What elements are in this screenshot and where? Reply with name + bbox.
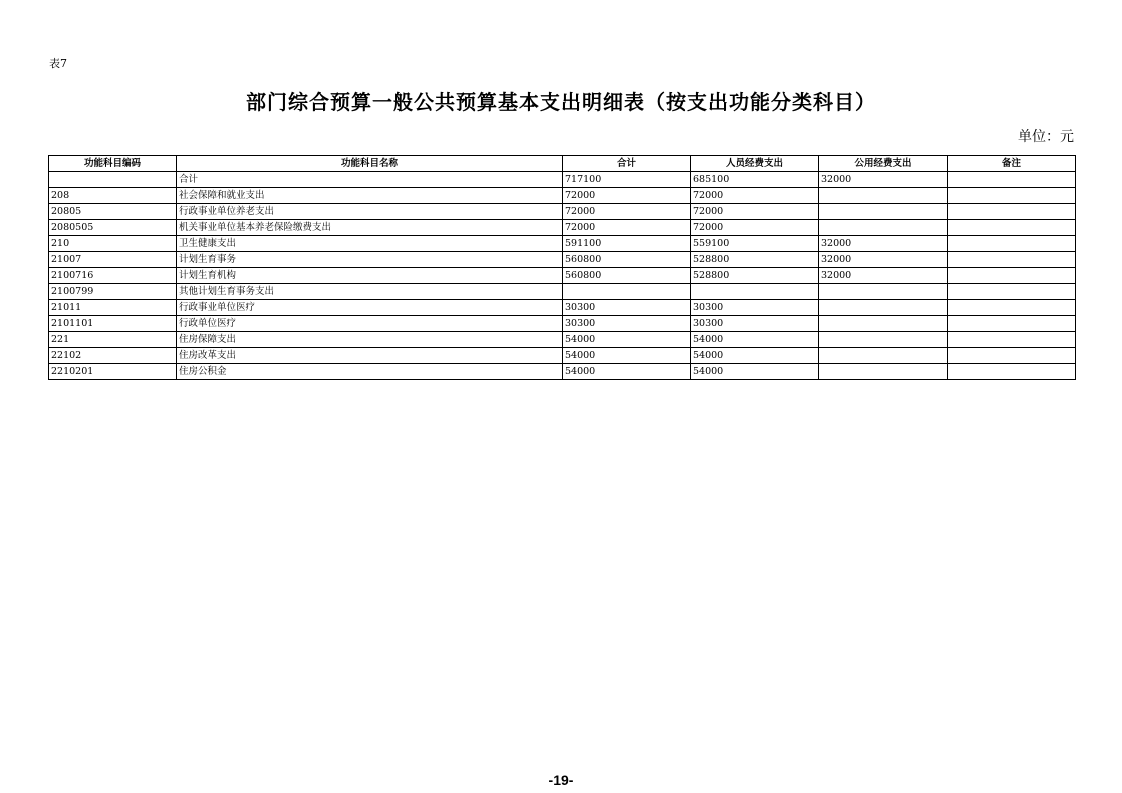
header-name: 功能科目名称 [177,156,563,172]
cell-public [819,332,948,348]
cell-public [819,348,948,364]
header-personnel: 人员经费支出 [691,156,819,172]
cell-personnel: 30300 [691,316,819,332]
header-code: 功能科目编码 [49,156,177,172]
cell-name: 行政事业单位养老支出 [177,204,563,220]
cell-public: 32000 [819,268,948,284]
cell-public [819,300,948,316]
cell-code: 20805 [49,204,177,220]
cell-total [563,284,691,300]
table-row [49,364,1076,380]
cell-name: 合计 [177,172,563,188]
cell-note [948,204,1076,220]
table-row [49,172,1076,188]
cell-total: 72000 [563,220,691,236]
header-public: 公用经费支出 [819,156,948,172]
cell-personnel: 54000 [691,364,819,380]
cell-total: 591100 [563,236,691,252]
table-row [49,204,1076,220]
cell-total: 30300 [563,316,691,332]
cell-note [948,348,1076,364]
cell-personnel: 528800 [691,252,819,268]
cell-note [948,236,1076,252]
cell-personnel: 72000 [691,220,819,236]
cell-total: 54000 [563,364,691,380]
cell-name: 住房公积金 [177,364,563,380]
table-id: 表7 [49,57,67,70]
cell-note [948,172,1076,188]
cell-note [948,364,1076,380]
cell-name: 其他计划生育事务支出 [177,284,563,300]
table-row [49,300,1076,316]
cell-total: 54000 [563,348,691,364]
table-row [49,316,1076,332]
cell-personnel [691,284,819,300]
cell-personnel: 54000 [691,332,819,348]
table-row [49,220,1076,236]
table-header-row [49,156,1076,172]
cell-personnel: 54000 [691,348,819,364]
cell-note [948,188,1076,204]
cell-name: 机关事业单位基本养老保险缴费支出 [177,220,563,236]
cell-note [948,252,1076,268]
cell-name: 社会保障和就业支出 [177,188,563,204]
table-row [49,348,1076,364]
cell-code: 2100716 [49,268,177,284]
cell-code: 22102 [49,348,177,364]
cell-code [49,172,177,188]
cell-code: 208 [49,188,177,204]
cell-total: 72000 [563,188,691,204]
cell-code: 2210201 [49,364,177,380]
cell-personnel: 72000 [691,188,819,204]
cell-name: 计划生育事务 [177,252,563,268]
cell-total: 72000 [563,204,691,220]
cell-public: 32000 [819,236,948,252]
cell-code: 210 [49,236,177,252]
cell-code: 2100799 [49,284,177,300]
page-number: -19- [548,772,574,788]
cell-personnel: 559100 [691,236,819,252]
cell-total: 717100 [563,172,691,188]
unit-label: 单位：元 [1018,129,1074,145]
cell-code: 2080505 [49,220,177,236]
cell-total: 560800 [563,252,691,268]
cell-name: 卫生健康支出 [177,236,563,252]
table-row [49,268,1076,284]
cell-code: 2101101 [49,316,177,332]
cell-code: 21011 [49,300,177,316]
cell-public: 32000 [819,172,948,188]
page-title: 部门综合预算一般公共预算基本支出明细表（按支出功能分类科目） [246,90,876,114]
table-row [49,188,1076,204]
cell-name: 住房保障支出 [177,332,563,348]
cell-name: 行政事业单位医疗 [177,300,563,316]
table-body [49,172,1076,380]
cell-total: 560800 [563,268,691,284]
table-row [49,252,1076,268]
cell-name: 行政单位医疗 [177,316,563,332]
cell-public: 32000 [819,252,948,268]
cell-public [819,204,948,220]
cell-note [948,300,1076,316]
cell-note [948,316,1076,332]
cell-note [948,332,1076,348]
cell-personnel: 30300 [691,300,819,316]
cell-code: 21007 [49,252,177,268]
table-row [49,236,1076,252]
table-row [49,332,1076,348]
cell-personnel: 685100 [691,172,819,188]
cell-name: 计划生育机构 [177,268,563,284]
cell-note [948,220,1076,236]
cell-personnel: 72000 [691,204,819,220]
cell-public [819,188,948,204]
cell-public [819,284,948,300]
cell-public [819,316,948,332]
cell-note [948,284,1076,300]
cell-name: 住房改革支出 [177,348,563,364]
cell-total: 54000 [563,332,691,348]
cell-public [819,220,948,236]
cell-public [819,364,948,380]
cell-total: 30300 [563,300,691,316]
header-note: 备注 [948,156,1076,172]
cell-personnel: 528800 [691,268,819,284]
header-total: 合计 [563,156,691,172]
budget-detail-table [48,155,1076,380]
cell-code: 221 [49,332,177,348]
table-row [49,284,1076,300]
cell-note [948,268,1076,284]
